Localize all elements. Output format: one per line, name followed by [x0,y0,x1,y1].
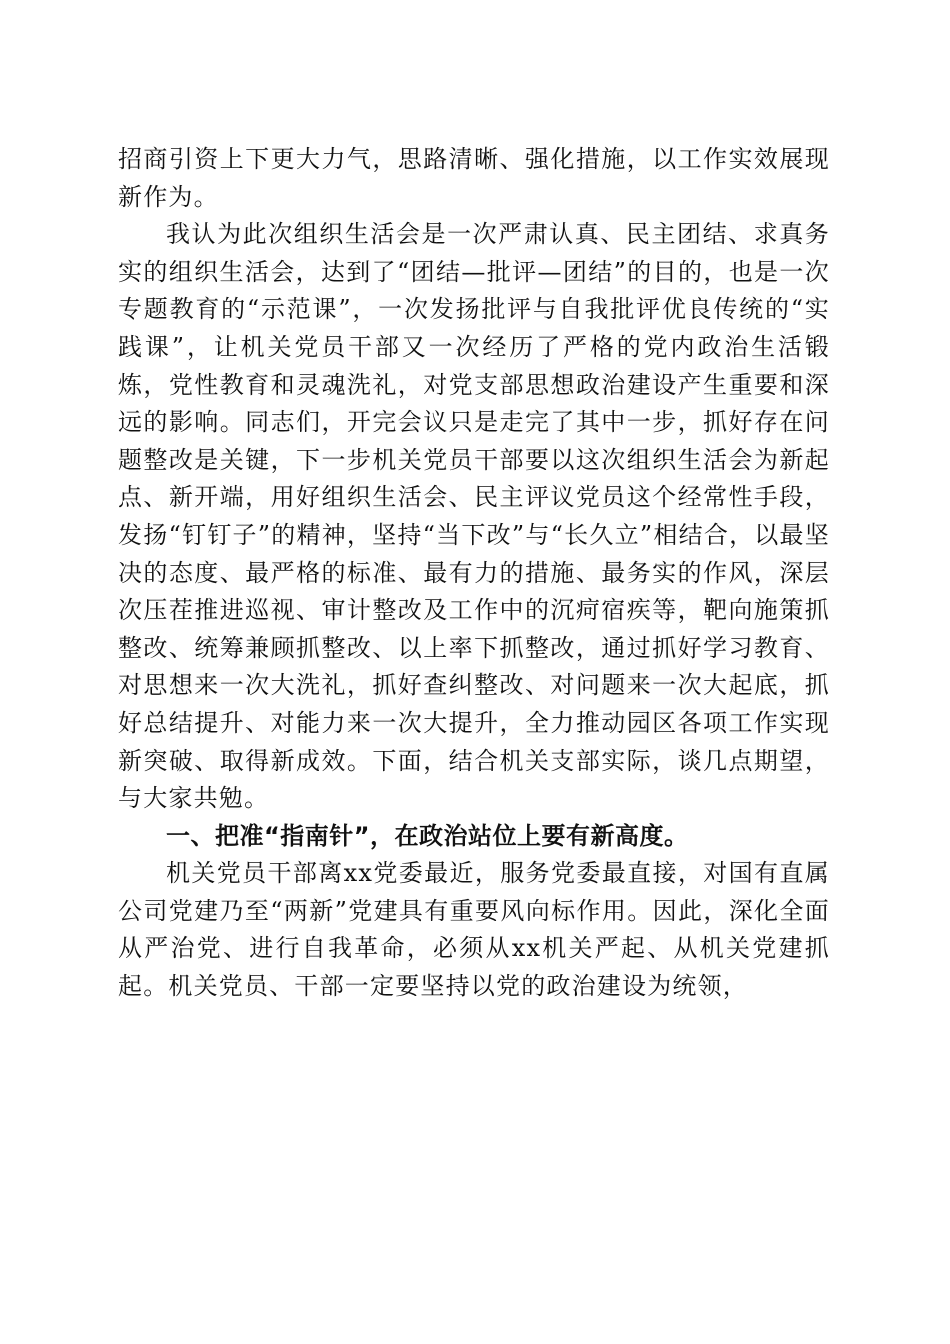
document-body [118,141,830,1006]
paragraph-meeting-summary: 我认为此次组织生活会是一次严肃认真、民主团结、求真务实的组织生活会，达到了“团结—批评—团结”的目的，也是一次专题教育的“示范课”，一次发扬批评与自我批评优良传统的“实践课”，让机关党员干部又一次经历了严格的党内政治生活锻炼，党性教育和灵魂洗礼，对党支部思想政治建设产生重要和深远的影响。同志们，开完会议只是走完了其中一步，抓好存在问题整改是关键，下一步机关党员干部要以这次组织生活会为新起点、新开端，用好组织生活会、民主评议党员这个经常性手段，发扬“钉钉子”的精神，坚持“当下改”与“长久立”相结合，以最坚决的态度、最严格的标准、最有力的措施、最务实的作风，深层次压茬推进巡视、审计整改及工作中的沉疴宿疾等，靶向施策抓整改、统筹兼顾抓整改、以上率下抓整改，通过抓好学习教育、对思想来一次大洗礼，抓好查纠整改、对问题来一次大起底，抓好总结提升、对能力来一次大提升，全力推动园区各项工作实现新突破、取得新成效。下面，结合机关支部实际，谈几点期望，与大家共勉。 [118,220,830,813]
section-heading-1: 一、把准“指南针”，在政治站位上要有新高度。 [166,821,689,850]
paragraph-continuation: 招商引资上下更大力气，思路清晰、强化措施，以工作实效展现新作为。 [118,145,830,211]
paragraph-section-1-body: 机关党员干部离xx党委最近，服务党委最直接，对国有直属公司党建乃至“两新”党建具有重要风向标作用。因此，深化全面从严治党、进行自我革命，必须从xx机关严起、从机关党建抓起。机关党员、干部一定要坚持以党的政治建设为统领， [118,859,830,1001]
